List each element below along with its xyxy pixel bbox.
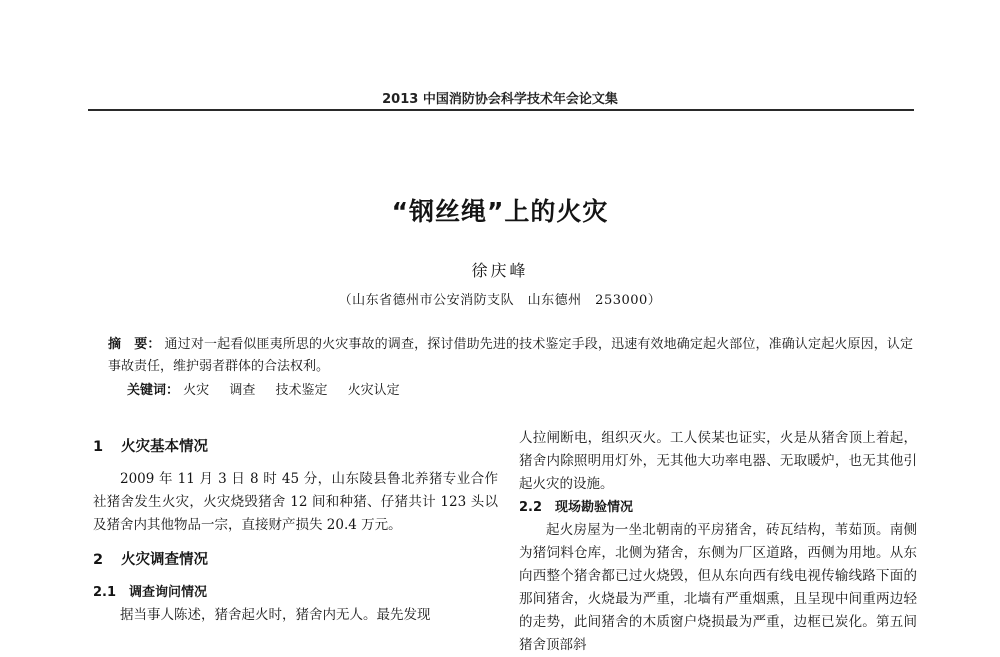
abstract <box>108 334 913 378</box>
keyword: 火灾认定 <box>347 383 400 398</box>
subsection-heading <box>519 496 917 519</box>
paragraph: 据当事人陈述，猪舍起火时，猪舍内无人。最先发现 <box>120 607 431 623</box>
abstract-label: 摘 要： <box>108 337 161 352</box>
right-column <box>519 427 917 657</box>
abstract-text: 通过对一起看似匪夷所思的火灾事故的调查，探讨借助先进的技术鉴定手段，迅速有效地确定起火部位，准确认定起火原因，认定事故责任，维护弱者群体的合法权利。 <box>108 337 913 374</box>
section-number: 1 <box>93 439 104 455</box>
subsection-title: 调查询问情况 <box>129 585 208 600</box>
paragraph-continued: 人拉闸断电，组织灭火。工人侯某也证实，火是从猪舍顶上着起，猪舍内除照明用灯外，无其他大功率电器、无取暖炉，也无其他引起火灾的设施。 <box>519 430 917 492</box>
section-number: 2 <box>93 552 104 568</box>
paper-title: “钢丝绳”上的火灾 <box>391 197 609 226</box>
running-head: 2013 中国消防协会科学技术年会论文集 <box>382 92 618 107</box>
subsection-number: 2.2 <box>519 500 543 515</box>
keyword: 火灾 <box>183 383 210 398</box>
paragraph: 2009 年 11 月 3 日 8 时 45 分，山东陵县鲁北养猪专业合作社猪舍发生火灾，火灾烧毁猪舍 12 间和种猪、仔猪共计 123 头以及猪舍内其他物品一宗，直接财产损失 20.4 万元。 <box>93 471 498 533</box>
affiliation: （山东省德州市公安消防支队 山东德州 253000） <box>338 293 662 308</box>
left-column <box>93 434 498 627</box>
subsection-title: 现场勘验情况 <box>555 500 634 515</box>
keywords <box>127 380 907 402</box>
paragraph: 起火房屋为一坐北朝南的平房猪舍，砖瓦结构，苇茹顶。南侧为猪饲料仓库，北侧为猪舍，东侧为厂区道路，西侧为用地。从东向西整个猪舍都已过火烧毁，但从东向西有线电视传输线路下面的那间猪舍，火烧最为严重，北墙有严重烟熏，且呈现中间重两边轻的走势，此间猪舍的木质窗户烧损最为严重，边框已炭化。第五间猪舍顶部斜 <box>519 522 917 653</box>
section-title: 火灾基本情况 <box>121 439 208 455</box>
keyword: 技术鉴定 <box>275 383 328 398</box>
section-title: 火灾调查情况 <box>121 552 208 568</box>
keywords-label: 关键词： <box>127 383 180 398</box>
subsection-number: 2.1 <box>93 585 117 600</box>
keyword: 调查 <box>229 383 256 398</box>
subsection-heading <box>93 581 498 604</box>
header-rule <box>88 109 914 111</box>
section-heading <box>93 547 498 573</box>
section-heading <box>93 434 498 460</box>
author: 徐庆峰 <box>471 261 529 280</box>
